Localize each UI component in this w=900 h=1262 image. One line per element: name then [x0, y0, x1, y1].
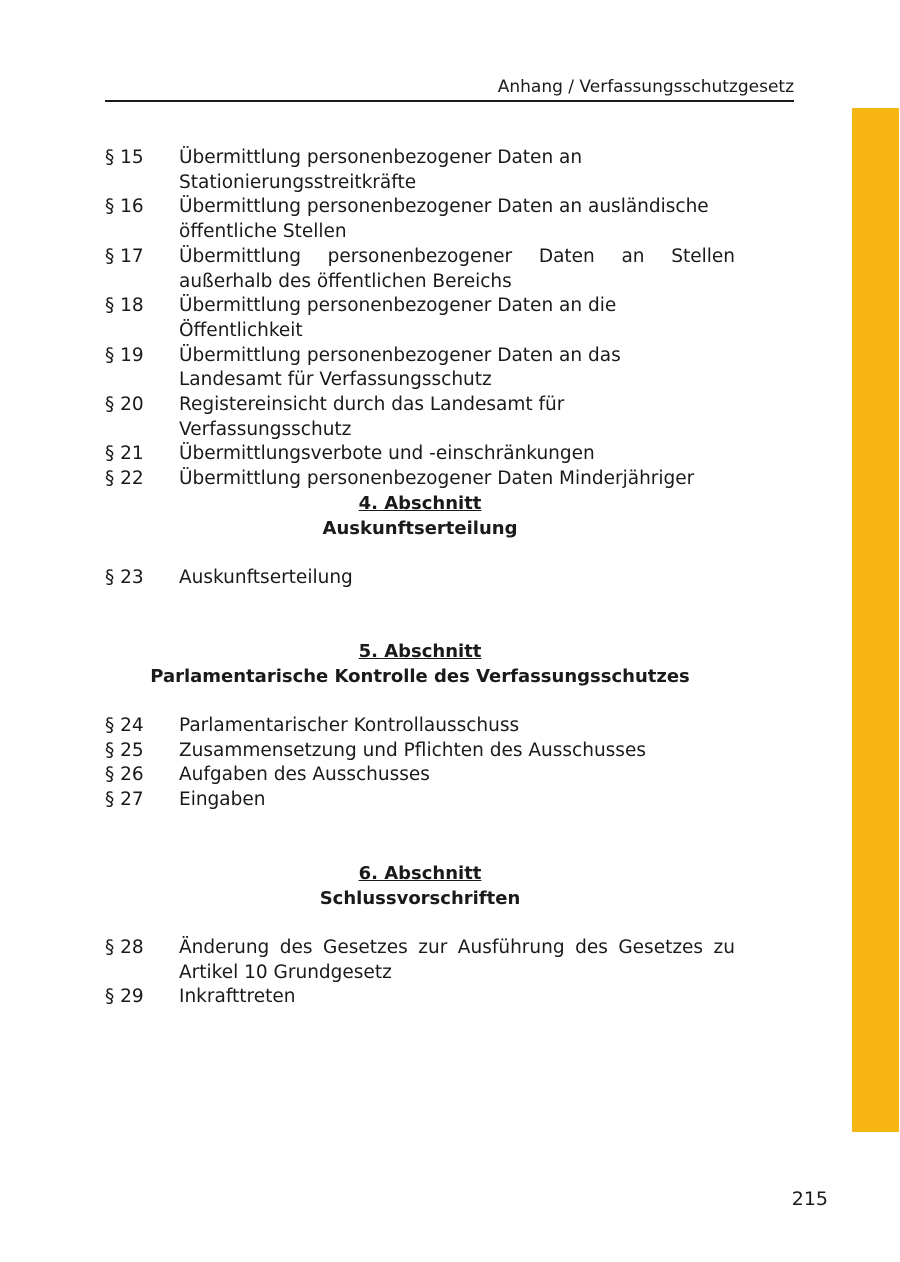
- toc-entry: [105, 294, 735, 343]
- toc-entry: [105, 788, 735, 813]
- toc-entry-title: Zusammensetzung und Pflichten des Ausschusses: [179, 739, 646, 761]
- section-number: 5. Abschnitt: [358, 641, 482, 662]
- toc-entry-title: Registereinsicht durch das Landesamt für Verfassungsschutz: [179, 394, 565, 440]
- toc-entry: [105, 566, 735, 591]
- toc-entry: [105, 245, 735, 294]
- toc-entry-title: Übermittlung personenbezogener Daten an Stationierungsstreitkräfte: [179, 147, 583, 193]
- toc-entry-number: § 26: [105, 764, 144, 786]
- toc-entry: [105, 763, 735, 788]
- toc-entry-title: Übermittlungsverbote und -einschränkungen: [179, 443, 595, 465]
- section-number: 6. Abschnitt: [358, 863, 482, 884]
- section-title: Parlamentarische Kontrolle des Verfassungsschutzes: [150, 665, 690, 687]
- page-number: 215: [791, 1188, 828, 1210]
- toc-entry-number: § 21: [105, 443, 144, 465]
- toc-entry: [105, 739, 735, 764]
- toc-entry-title: Eingaben: [179, 789, 266, 811]
- toc-entry-title: Übermittlung personenbezogener Daten Minderjähriger: [179, 468, 695, 490]
- toc-list: [105, 936, 735, 1010]
- section-heading: [105, 862, 735, 911]
- toc-entry-number: § 20: [105, 394, 144, 416]
- toc-entry-title: Aufgaben des Ausschusses: [179, 764, 430, 786]
- toc-entry: [105, 467, 735, 492]
- toc-entry-number: § 29: [105, 986, 144, 1008]
- section-title: Auskunftserteilung: [322, 517, 518, 539]
- toc-entry-number: § 28: [105, 937, 144, 958]
- toc-entry-title: Inkrafttreten: [179, 986, 296, 1008]
- toc-entry-number: § 25: [105, 739, 144, 761]
- chapter-tab-bar: [852, 108, 899, 1132]
- toc-entry-title: Übermittlung personenbezogener Daten an Stellen außerhalb des öffentlichen Bereichs: [179, 245, 735, 292]
- toc-entry: [105, 393, 735, 442]
- toc-entry: [105, 195, 735, 244]
- section-heading: [105, 640, 735, 689]
- toc-entry-number: § 16: [105, 196, 144, 218]
- toc-entry-number: § 17: [105, 245, 144, 267]
- section-number: 4. Abschnitt: [358, 493, 482, 514]
- running-header: Anhang / Verfassungsschutzgesetz: [105, 76, 794, 102]
- toc-list: [105, 714, 735, 813]
- toc-entry-number: § 23: [105, 567, 144, 588]
- toc-entry-title: Auskunftserteilung: [179, 567, 353, 588]
- toc-entry-title: Übermittlung personenbezogener Daten an ausländische öffentliche Stellen: [179, 196, 709, 243]
- toc-list: [105, 146, 735, 492]
- toc-entry: [105, 442, 735, 467]
- toc-entry-number: § 24: [105, 715, 144, 736]
- toc-entry-title: Parlamentarischer Kontrollausschuss: [179, 715, 520, 736]
- section-title: Schlussvorschriften: [319, 887, 521, 909]
- toc-entry: [105, 146, 735, 195]
- toc-entry-number: § 19: [105, 344, 144, 366]
- toc-entry-title: Übermittlung personenbezogener Daten an das Landesamt für Verfassungsschutz: [179, 344, 621, 391]
- toc-entry-title: Übermittlung personenbezogener Daten an die Öffentlichkeit: [179, 295, 617, 341]
- section-heading: [105, 492, 735, 541]
- toc-entry-number: § 27: [105, 789, 144, 811]
- toc-entry-number: § 18: [105, 295, 144, 317]
- toc-list: [105, 566, 735, 591]
- toc-entry: [105, 985, 735, 1010]
- toc-entry-number: § 15: [105, 147, 144, 168]
- toc-entry: [105, 936, 735, 985]
- toc-entry: [105, 344, 735, 393]
- toc-entry: [105, 714, 735, 739]
- toc-entry-title: Änderung des Gesetzes zur Ausführung des Gesetzes zu Artikel 10 Grundgesetz: [179, 937, 735, 983]
- toc-entry-number: § 22: [105, 468, 144, 490]
